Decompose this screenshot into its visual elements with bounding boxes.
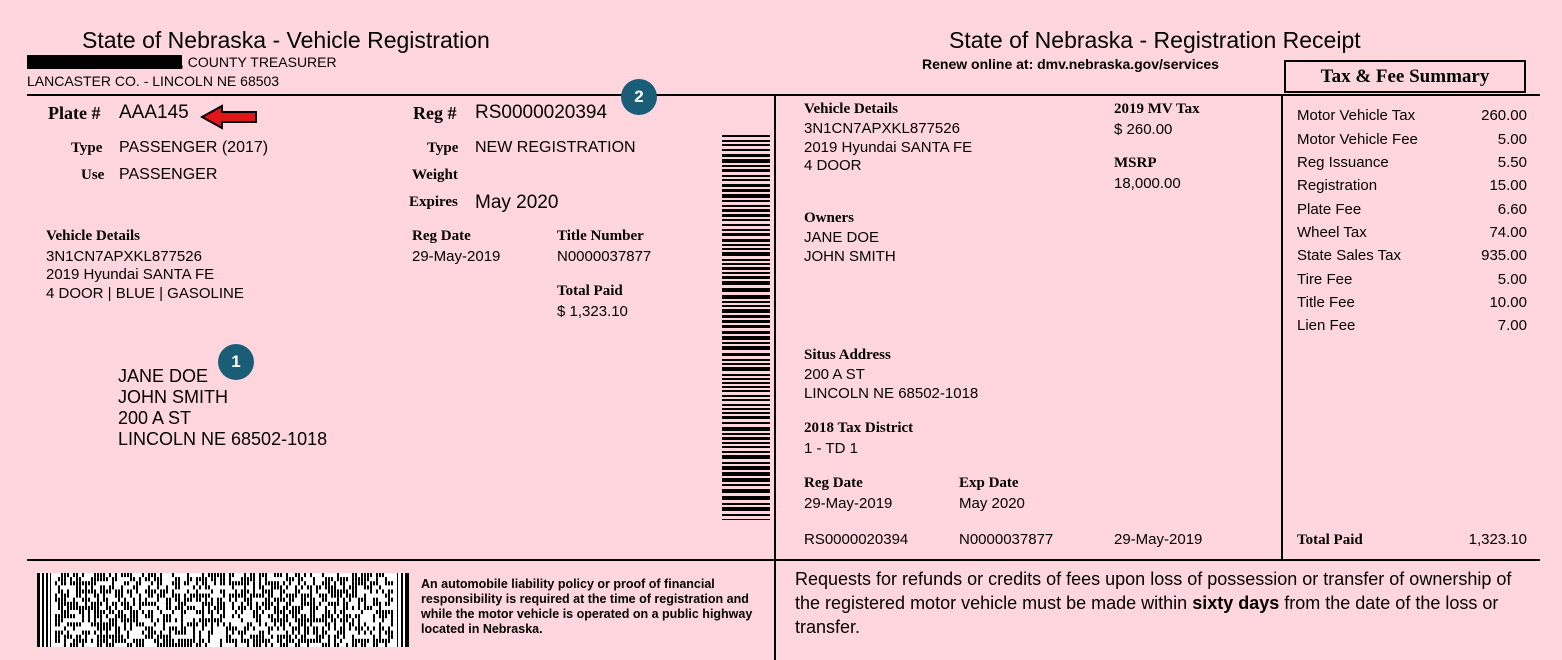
county-line: LANCASTER CO. - LINCOLN NE 68503 — [27, 73, 280, 89]
reg-date-label: Reg Date — [412, 228, 471, 244]
address-line: 200 A ST — [118, 408, 192, 428]
fee-row: Reg Issuance 5.50 — [1297, 154, 1527, 171]
receipt-vehicle-details-label: Vehicle Details — [804, 101, 899, 117]
type-label: Type — [71, 140, 103, 156]
mailing-address — [118, 366, 327, 450]
mv-tax-label: 2019 MV Tax — [1114, 101, 1200, 117]
fee-row: Title Fee 10.00 — [1297, 294, 1527, 311]
left-title: State of Nebraska - Vehicle Registration — [82, 27, 490, 53]
barcode-vertical — [722, 135, 770, 520]
fee-row: Registration 15.00 — [1297, 177, 1527, 194]
total-paid-value: $ 1,323.10 — [557, 303, 628, 320]
vehicle-details-label: Vehicle Details — [46, 228, 141, 244]
receipt-reg-date-value: 29-May-2019 — [804, 495, 893, 512]
reg-date-value: 29-May-2019 — [412, 248, 501, 265]
expires-label: Expires — [409, 194, 458, 210]
owner-2: JOHN SMITH — [804, 248, 896, 265]
center-divider — [774, 95, 776, 660]
refund-notice — [795, 567, 1530, 639]
treasurer-line: , COUNTY TREASURER — [180, 54, 337, 70]
fee-summary-title: Tax & Fee Summary — [1320, 66, 1490, 87]
refund-text-bold: sixty days — [1192, 593, 1280, 613]
fee-row: Motor Vehicle Tax 260.00 — [1297, 107, 1527, 124]
header-divider — [27, 94, 1540, 96]
reg-label: Reg # — [413, 103, 457, 123]
liability-notice: An automobile liability policy or proof of financial responsibility is required at the time of registration and while the motor vehicle is operated on a public highway located in Nebraska. — [421, 577, 753, 636]
2d-barcode — [37, 573, 409, 647]
owner-1: JANE DOE — [804, 229, 880, 246]
expires-value: May 2020 — [475, 192, 559, 213]
fee-total-label: Total Paid — [1297, 532, 1363, 548]
msrp-value: 18,000.00 — [1114, 175, 1181, 192]
fee-row: Tire Fee 5.00 — [1297, 271, 1527, 288]
badge-1: 1 — [218, 344, 254, 380]
vehicle-spec: 4 DOOR | BLUE | GASOLINE — [46, 285, 244, 302]
use-label: Use — [81, 167, 105, 183]
type-value: PASSENGER (2017) — [119, 139, 269, 156]
tax-district-value: 1 - TD 1 — [804, 440, 858, 457]
msrp-label: MSRP — [1114, 155, 1157, 171]
receipt-title: State of Nebraska - Registration Receipt — [949, 27, 1361, 53]
fee-divider — [1281, 95, 1283, 561]
situs-label: Situs Address — [804, 347, 891, 363]
fee-total-value: 1,323.10 — [1468, 531, 1527, 548]
total-paid-label: Total Paid — [557, 283, 623, 299]
situs-line-1: 200 A ST — [804, 366, 865, 383]
situs-line-2: LINCOLN NE 68502-1018 — [804, 385, 979, 402]
plate-label: Plate # — [48, 103, 101, 123]
receipt-door: 4 DOOR — [804, 157, 862, 174]
title-number-label: Title Number — [557, 228, 644, 244]
fee-row: Motor Vehicle Fee 5.00 — [1297, 131, 1527, 148]
tax-district-label: 2018 Tax District — [804, 420, 914, 436]
receipt-vin: 3N1CN7APXKL877526 — [804, 120, 960, 137]
exp-date-value: May 2020 — [959, 495, 1025, 512]
plate-value: AAA145 — [119, 102, 189, 123]
footer-reg-number: RS0000020394 — [804, 531, 909, 548]
refund-text-1: Requests for refunds or credits of fees upon loss of possession or transfer of ownership of the registered motor vehicle must be made within — [795, 569, 1512, 613]
receipt-reg-date-label: Reg Date — [804, 475, 863, 491]
address-line: JANE DOE — [118, 366, 209, 386]
weight-label: Weight — [412, 167, 458, 183]
fee-row: Wheel Tax 74.00 — [1297, 224, 1527, 241]
address-line: JOHN SMITH — [118, 387, 228, 407]
vehicle-vin: 3N1CN7APXKL877526 — [46, 248, 202, 265]
reg-type-label: Type — [427, 140, 459, 156]
address-line: LINCOLN NE 68502-1018 — [118, 429, 328, 449]
redacted-county — [27, 55, 182, 69]
use-value: PASSENGER — [119, 166, 218, 183]
renew-online[interactable]: Renew online at: dmv.nebraska.gov/services — [922, 56, 1219, 72]
footer-title-number: N0000037877 — [959, 531, 1054, 548]
reg-value: RS0000020394 — [475, 102, 608, 123]
vehicle-desc: 2019 Hyundai SANTA FE — [46, 266, 215, 283]
exp-date-label: Exp Date — [959, 475, 1019, 491]
fee-row: Plate Fee 6.60 — [1297, 201, 1527, 218]
owners-label: Owners — [804, 210, 854, 226]
reg-type-value: NEW REGISTRATION — [475, 139, 636, 156]
badge-2: 2 — [621, 79, 657, 115]
receipt-vehicle-desc: 2019 Hyundai SANTA FE — [804, 139, 973, 156]
footer-divider — [27, 559, 1540, 561]
refund-text-2: from the date of the loss or transfer. — [795, 593, 1499, 637]
fee-row: Lien Fee 7.00 — [1297, 317, 1527, 334]
footer-date: 29-May-2019 — [1114, 531, 1203, 548]
red-arrow-icon — [200, 104, 258, 130]
mv-tax-value: $ 260.00 — [1114, 121, 1173, 138]
title-number-value: N0000037877 — [557, 248, 652, 265]
fee-row: State Sales Tax 935.00 — [1297, 247, 1527, 264]
